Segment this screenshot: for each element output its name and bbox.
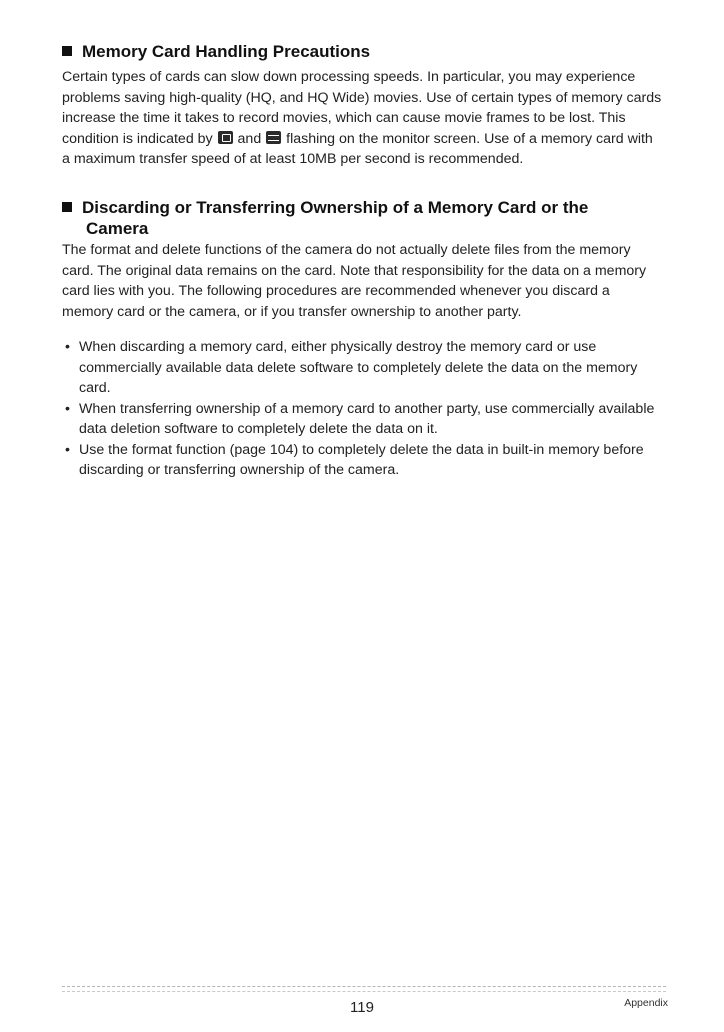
- page-number: 119: [350, 999, 374, 1016]
- section-heading-memory-card-precautions: [62, 41, 662, 62]
- list-item-text: Use the format function (page 104) to completely delete the data in built-in memory before discarding or transferring ownership of the camera.: [79, 441, 644, 478]
- movie-rec-indicator-icon: [266, 131, 281, 144]
- list-item: [62, 440, 662, 481]
- procedure-bullet-list: [62, 337, 662, 481]
- heading-square-bullet: [62, 202, 72, 212]
- list-item: [62, 337, 662, 399]
- heading-text: Memory Card Handling Precautions: [82, 42, 371, 61]
- section-heading-discarding-ownership: [62, 197, 662, 239]
- bullet-dot: •: [65, 400, 70, 417]
- list-item: [62, 399, 662, 440]
- discarding-paragraph: The format and delete functions of the camera do not actually delete files from the memory card. The original data remains on the card. Note that responsibility for the data on a memory card lies with you. The following procedures are recommended whenever you discard a memory card or the camera, or if you transfer ownership to another party.: [62, 242, 647, 320]
- footer-divider: [62, 986, 666, 992]
- bullet-dot: •: [65, 339, 70, 355]
- list-item-text: When transferring ownership of a memory card to another party, use commercially available data deletion software to completely delete the data on it.: [79, 400, 655, 437]
- heading-text-line1: Discarding or Transferring Ownership of a Memory Card or the: [82, 198, 589, 217]
- paragraph-text-end: flashing on the monitor screen. Use of a memory card with a maximum transfer speed of at least 10MB per second is recommended.: [62, 130, 653, 167]
- memory-card-precautions-paragraph: [62, 67, 662, 170]
- heading-square-bullet: [62, 46, 72, 56]
- recording-indicator-icon: [218, 131, 233, 144]
- paragraph-text-and: and: [237, 130, 262, 147]
- paragraph-text-start: Certain types of cards can slow down processing speeds. In particular, you may experience problems saving high-quality (HQ, and HQ Wide) movies. Use of certain types of memory cards increase the time it takes to record movies, which can cause movie frames to be lost. This condition is indicated by: [62, 69, 662, 147]
- footer-section-label: Appendix: [624, 997, 668, 1009]
- bullet-dot: •: [65, 441, 70, 458]
- heading-text-line2: Camera: [86, 219, 149, 238]
- list-item-text: When discarding a memory card, either physically destroy the memory card or use commercially available data delete software to completely delete the data on the memory card.: [79, 339, 638, 396]
